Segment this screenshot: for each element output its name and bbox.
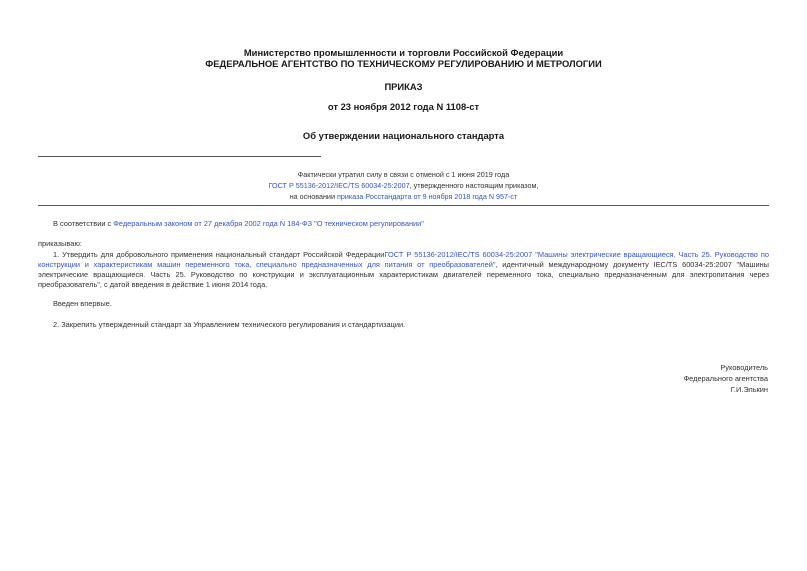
document-date-number: от 23 ноября 2012 года N 1108-ст (327, 101, 480, 112)
federal-law-link[interactable]: Федеральным законом от 27 декабря 2002 года N 184-ФЗ "О техническом регулировании" (113, 219, 424, 228)
order-word: приказываю: (38, 239, 82, 248)
introduced-first-time: Введен впервые. (53, 299, 112, 308)
item-1-text: 1. Утвердить для добровольного применения национальный стандарт Российской Федерации (53, 250, 385, 259)
standard-link-main[interactable]: ГОСТ Р 55136-2012/IEC/TS 60034-25:2007 "Машины электрические вращающиеся. Часть 25. Руководство по конструкции и характеристикам машин переменного тока, специально предназначенных для питания от преобразователей" (38, 250, 769, 269)
document-type: ПРИКАЗ (384, 81, 423, 92)
item-1-paragraph (38, 250, 769, 290)
agency-title: ФЕДЕРАЛЬНОЕ АГЕНТСТВО ПО ТЕХНИЧЕСКОМУ РЕГУЛИРОВАНИЮ И МЕТРОЛОГИИ (205, 58, 602, 69)
document-subject: Об утверждении национального стандарта (302, 130, 505, 141)
separator-top (38, 156, 321, 157)
status-note-line-1: Фактически утратил силу в связи с отменой с 1 июня 2019 года (297, 170, 510, 179)
ministry-title: Министерство промышленности и торговли Российской Федерации (243, 47, 564, 58)
item-2-paragraph: 2. Закрепить утвержденный стандарт за Управлением технического регулирования и стандартизации. (53, 320, 406, 329)
status-note-line-3 (0, 192, 807, 201)
separator-bottom (38, 205, 769, 206)
item-1-rest-text: , идентичный международному документу IEC/TS 60034-25:2007 "Машины электрические вращающиеся. Часть 25. Руководство по конструкции и эксплуатационным характеристикам двигателей переменного тока, специально предназначенным для электропитания через преобразователь", с датой введения в действие 1 июня 2014 года. (38, 260, 769, 289)
legal-basis-paragraph (53, 219, 424, 229)
status-note-line-2-text: , утвержденного настоящим приказом, (409, 181, 539, 190)
rosstandart-order-link[interactable]: приказа Росстандарта от 9 ноября 2018 года N 957-ст (336, 192, 518, 201)
signature-title-2: Федерального агентства (683, 374, 768, 383)
signature-title-1: Руководитель (720, 363, 768, 372)
status-note-line-2 (0, 181, 807, 190)
standard-link-note[interactable]: ГОСТ Р 55136-2012/IEC/TS 60034-25:2007 (268, 181, 410, 190)
signature-name: Г.И.Элькин (730, 385, 768, 394)
status-note-line-3-text: на основании (289, 192, 337, 201)
legal-basis-text: В соответствии с (53, 219, 114, 228)
